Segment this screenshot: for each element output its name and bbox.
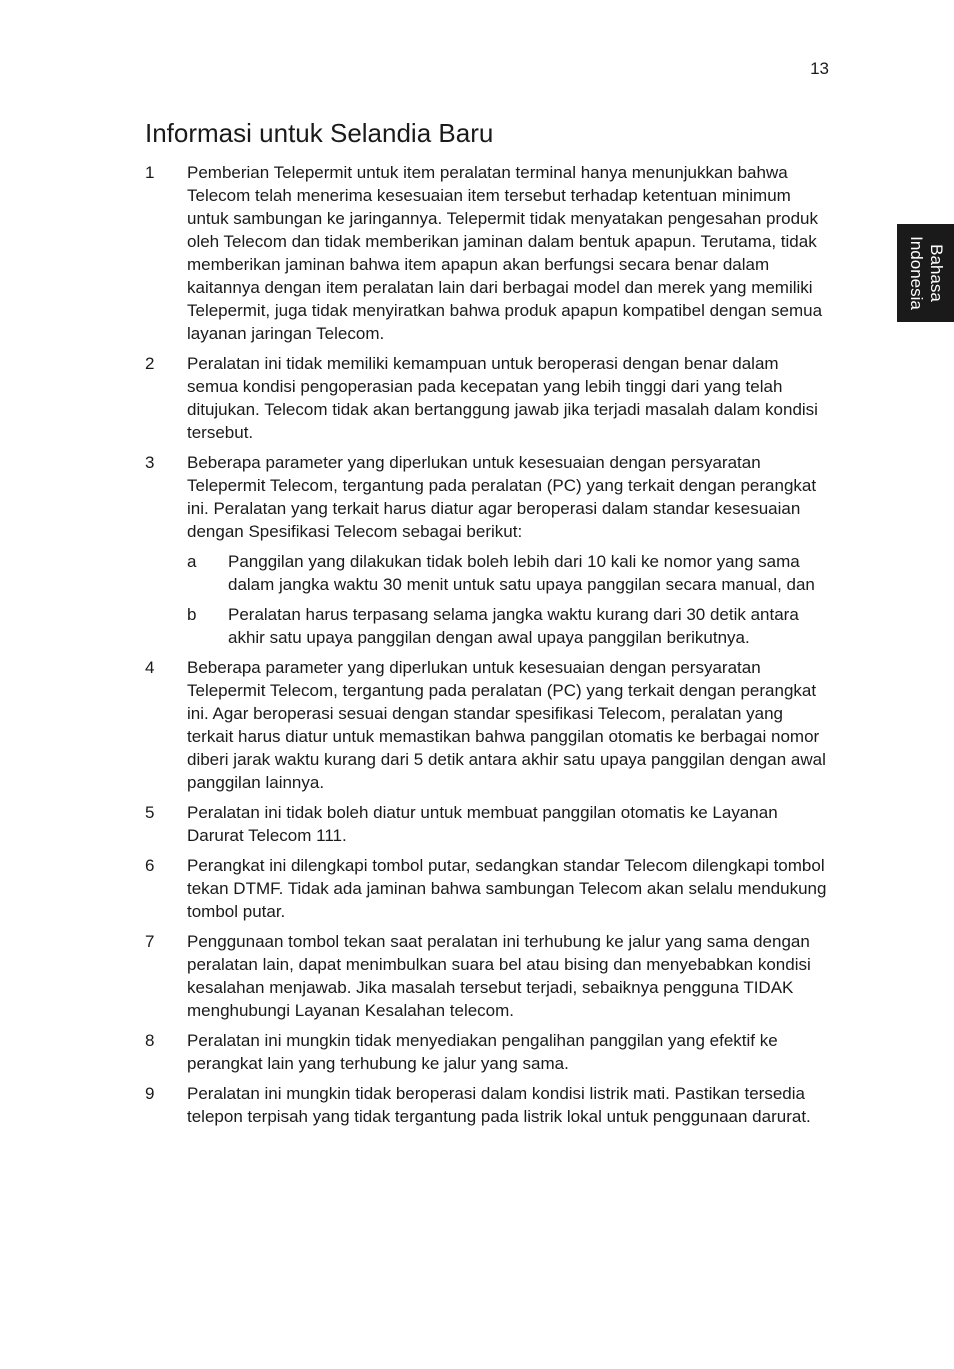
sub-list (187, 550, 833, 649)
sub-item-letter: a (187, 552, 197, 571)
item-number: 9 (145, 1084, 155, 1103)
sub-item-b (187, 603, 833, 649)
item-number: 8 (145, 1031, 155, 1050)
item-number: 2 (145, 354, 155, 373)
item-number: 6 (145, 856, 155, 875)
item-number: 4 (145, 658, 155, 677)
list-item-1 (145, 161, 833, 345)
list-item-2 (145, 352, 833, 444)
side-tab-line-2: Indonesia (906, 236, 926, 310)
list-item-4 (145, 656, 833, 794)
list-item-3 (145, 451, 833, 649)
item-text: Perangkat ini dilengkapi tombol putar, sedangkan standar Telecom dilengkapi tombol tekan DTMF. Tidak ada jaminan bahwa sambungan Telecom akan selalu mendukung tombol putar. (187, 856, 827, 921)
section-title: Informasi untuk Selandia Baru (145, 118, 494, 148)
side-tab-label (906, 224, 946, 322)
sub-item-text: Peralatan harus terpasang selama jangka waktu kurang dari 30 detik antara akhir satu upaya panggilan dengan awal upaya panggilan berikutnya. (228, 605, 799, 647)
list-item-5 (145, 801, 833, 847)
item-number: 5 (145, 803, 155, 822)
page-number: 13 (810, 59, 829, 78)
side-tab-line-1: Bahasa (926, 244, 946, 302)
list-item-6 (145, 854, 833, 923)
item-number: 3 (145, 453, 155, 472)
item-number: 7 (145, 932, 155, 951)
item-text: Peralatan ini mungkin tidak beroperasi dalam kondisi listrik mati. Pastikan tersedia telepon terpisah yang tidak tergantung pada listrik lokal untuk penggunaan darurat. (187, 1084, 811, 1126)
item-text: Beberapa parameter yang diperlukan untuk kesesuaian dengan persyaratan Telepermit Telecom, tergantung pada peralatan (PC) yang terkait dengan perangkat ini. Peralatan yang terkait harus diatur agar beroperasi dalam standar kesesuaian dengan Spesifikasi Telecom sebagai berikut: (187, 453, 817, 541)
item-text: Pemberian Telepermit untuk item peralatan terminal hanya menunjukkan bahwa Telecom telah menerima kesesuaian item tersebut terhadap ketentuan minimum untuk sambungan ke jaringannya. Telepermit tidak menyatakan pengesahan produk oleh Telecom dan tidak memberikan jaminan dalam bentuk apapun. Terutama, tidak memberikan jaminan bahwa item apapun akan berfungsi secara benar dalam kaitannya dengan item peralatan lain dari berbagai model dan merek yang memiliki Telepermit, juga tidak menyiratkan bahwa produk apapun kompatibel dengan semua layanan jaringan Telecom. (187, 163, 823, 343)
sub-item-text: Panggilan yang dilakukan tidak boleh lebih dari 10 kali ke nomor yang sama dalam jangka waktu 30 menit untuk satu upaya panggilan secara manual, dan (228, 552, 815, 594)
list-item-8 (145, 1029, 833, 1075)
language-side-tab (897, 224, 954, 322)
sub-item-a (187, 550, 833, 596)
item-text: Penggunaan tombol tekan saat peralatan ini terhubung ke jalur yang sama dengan peralatan lain, dapat menimbulkan suara bel atau bising dan menyebabkan kondisi kesalahan menjawab. Jika masalah tersebut terjadi, sebaiknya pengguna TIDAK menghubungi Layanan Kesalahan telecom. (187, 932, 811, 1020)
item-number: 1 (145, 163, 155, 182)
numbered-list (145, 161, 833, 1135)
sub-item-letter: b (187, 605, 197, 624)
item-text: Peralatan ini mungkin tidak menyediakan pengalihan panggilan yang efektif ke perangkat lain yang terhubung ke jalur yang sama. (187, 1031, 778, 1073)
list-item-9 (145, 1082, 833, 1128)
list-item-7 (145, 930, 833, 1022)
item-text: Peralatan ini tidak boleh diatur untuk membuat panggilan otomatis ke Layanan Darurat Telecom 111. (187, 803, 778, 845)
item-text: Peralatan ini tidak memiliki kemampuan untuk beroperasi dengan benar dalam semua kondisi pengoperasian pada kecepatan yang lebih tinggi dari yang telah ditujukan. Telecom tidak akan bertanggung jawab jika terjadi masalah dalam kondisi tersebut. (187, 354, 818, 442)
item-text: Beberapa parameter yang diperlukan untuk kesesuaian dengan persyaratan Telepermit Telecom, tergantung pada peralatan (PC) yang terkait dengan perangkat ini. Agar beroperasi sesuai dengan standar spesifikasi Telecom, peralatan yang terkait harus diatur untuk memastikan bahwa panggilan otomatis ke berbagai nomor diberi jarak waktu kurang dari 5 detik antara akhir satu upaya panggilan dengan awal panggilan lainnya. (187, 658, 826, 792)
